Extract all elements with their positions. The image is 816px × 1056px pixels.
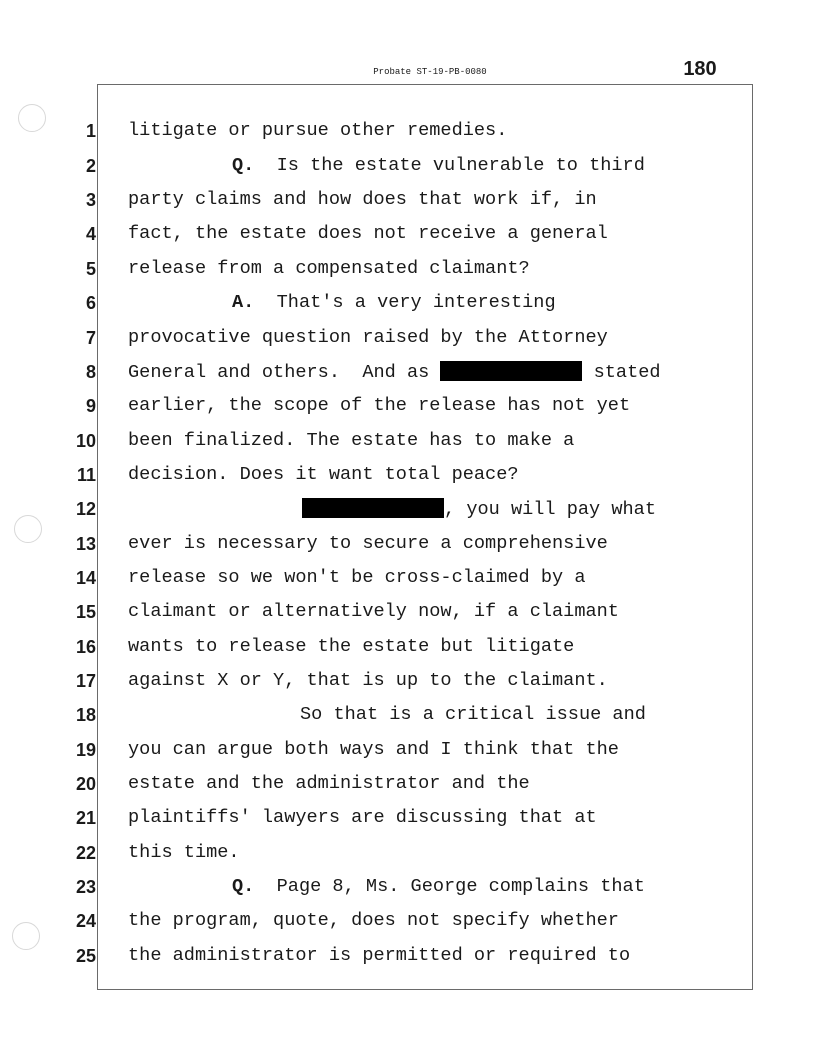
transcript-line: the administrator is permitted or required to [128, 945, 631, 966]
line-number: 4 [85, 224, 96, 244]
transcript-line: been finalized. The estate has to make a [128, 430, 575, 451]
line-number: 12 [75, 499, 96, 519]
line-content: stated [582, 362, 661, 383]
transcript-line: the program, quote, does not specify whether [128, 910, 619, 931]
line-number: 15 [75, 602, 96, 622]
line-number: 1 [85, 121, 96, 141]
transcript-line: against X or Y, that is up to the claimant. [128, 670, 608, 691]
transcript-line: earlier, the scope of the release has not yet [128, 395, 631, 416]
transcript-line: ever is necessary to secure a comprehensive [128, 533, 608, 554]
redaction-bar [302, 498, 444, 518]
transcript-line: you can argue both ways and I think that the [128, 739, 619, 760]
line-number: 2 [85, 156, 96, 176]
line-number: 18 [75, 705, 96, 725]
line-number: 19 [75, 740, 96, 760]
line-number: 16 [75, 637, 96, 657]
line-number: 9 [85, 396, 96, 416]
transcript-line: party claims and how does that work if, in [128, 189, 597, 210]
line-content: General and others. And as [128, 362, 441, 383]
line-number: 25 [75, 946, 96, 966]
line-content: Page 8, Ms. George complains that [254, 876, 645, 897]
transcript-line [232, 155, 645, 177]
transcript-line: claimant or alternatively now, if a claimant [128, 601, 619, 622]
line-content: That's a very interesting [254, 292, 556, 313]
transcript-line: litigate or pursue other remedies. [128, 120, 508, 141]
line-number: 11 [76, 465, 96, 485]
transcript-line: this time. [128, 842, 240, 863]
transcript-line [302, 498, 656, 521]
speaker-label: Q. [232, 876, 255, 897]
line-number: 8 [85, 362, 96, 382]
transcript-line [128, 361, 661, 384]
case-reference: Probate ST-19-PB-0080 [373, 67, 487, 77]
page-number: 180 [683, 58, 717, 80]
redaction-bar [440, 361, 582, 381]
line-number: 5 [85, 259, 96, 279]
transcript-line [232, 292, 556, 314]
line-number: 17 [75, 671, 96, 691]
transcript-line: estate and the administrator and the [128, 773, 530, 794]
transcript-line [232, 876, 645, 898]
punch-hole-middle [14, 515, 42, 543]
line-number: 23 [75, 877, 96, 897]
line-content: , you will pay what [444, 499, 657, 520]
line-number: 21 [75, 808, 96, 828]
speaker-label: Q. [232, 155, 255, 176]
punch-hole-bottom [12, 922, 40, 950]
transcript-line: plaintiffs' lawyers are discussing that at [128, 807, 597, 828]
transcript-line: decision. Does it want total peace? [128, 464, 519, 485]
transcript-line: So that is a critical issue and [300, 704, 646, 725]
speaker-label: A. [232, 292, 255, 313]
transcript-line: provocative question raised by the Attorney [128, 327, 608, 348]
transcript-line: wants to release the estate but litigate [128, 636, 575, 657]
punch-hole-top [18, 104, 46, 132]
line-number: 20 [75, 774, 96, 794]
line-number: 7 [85, 328, 96, 348]
line-number: 24 [75, 911, 96, 931]
line-number: 22 [75, 843, 96, 863]
line-number: 13 [75, 534, 96, 554]
line-content: Is the estate vulnerable to third [254, 155, 645, 176]
line-number: 6 [85, 293, 96, 313]
line-number: 3 [85, 190, 96, 210]
transcript-line: fact, the estate does not receive a general [128, 223, 608, 244]
line-number: 14 [75, 568, 96, 588]
transcript-line: release so we won't be cross-claimed by a [128, 567, 586, 588]
transcript-line: release from a compensated claimant? [128, 258, 530, 279]
line-number: 10 [75, 431, 96, 451]
